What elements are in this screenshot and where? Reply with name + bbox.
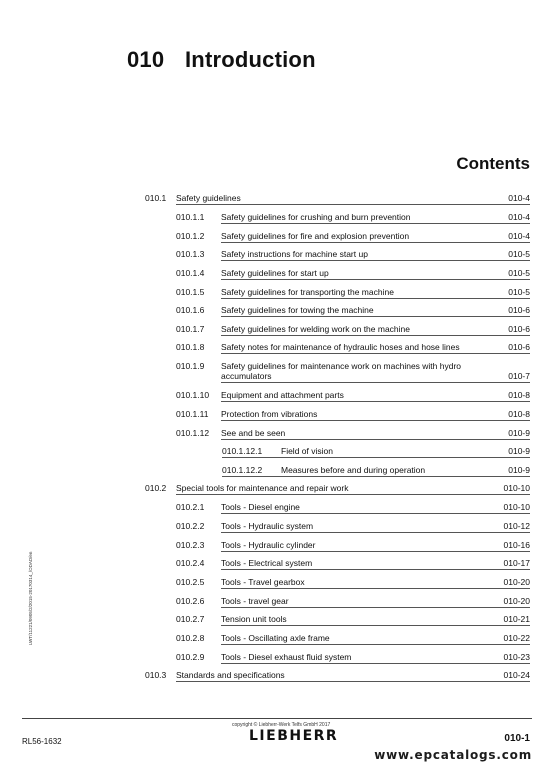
toc-entry-title: Tools - Diesel engine [221,502,300,512]
toc-entry-number: 010.1.2 [176,231,205,241]
toc-entry[interactable] [176,324,530,336]
toc-entry-underline [221,260,530,261]
toc-entry[interactable] [176,540,530,552]
toc-entry[interactable] [176,502,530,514]
toc-entry-page: 010-10 [503,502,530,512]
toc-entry-underline [221,401,530,402]
toc-entry-title: Tools - Diesel exhaust fluid system [221,652,352,662]
toc-entry-number: 010.1.11 [176,409,209,419]
toc-entry[interactable] [176,409,530,421]
toc-entry-page: 010-20 [503,577,530,587]
toc-entry-number: 010.2.4 [176,558,205,568]
toc-entry-number: 010.1.10 [176,390,210,400]
toc-entry[interactable] [176,614,530,626]
toc-entry-number: 010.2.5 [176,577,205,587]
toc-entry-underline [221,242,530,243]
toc-entry-page: 010-5 [508,287,530,297]
toc-entry-page: 010-4 [508,193,530,203]
toc-entry-underline [221,569,530,570]
toc-entry-number: 010.1 [145,193,167,203]
toc-entry-title: Tools - Oscillating axle frame [221,633,330,643]
toc-entry-title: Standards and specifications [176,670,285,680]
toc-entry-underline [221,513,530,514]
liebherr-logo: LIEBHERR [249,728,339,744]
toc-entry-number: 010.2.3 [176,540,205,550]
toc-entry-page: 010-6 [508,324,530,334]
toc-entry[interactable] [176,652,530,664]
toc-entry-number: 010.2.1 [176,502,205,512]
toc-entry-title: Tools - Travel gearbox [221,577,305,587]
toc-entry-title: Safety guidelines for crushing and burn prevention [221,212,411,222]
toc-entry-number: 010.1.3 [176,249,205,259]
toc-entry-number: 010.2.6 [176,596,205,606]
toc-entry-number: 010.1.5 [176,287,205,297]
toc-entry-underline [221,353,530,354]
toc-entry-page: 010-22 [503,633,530,643]
toc-entry[interactable] [176,390,530,402]
toc-entry-title: See and be seen [221,428,286,438]
toc-entry[interactable] [145,483,530,495]
toc-entry-number: 010.2 [145,483,167,493]
toc-entry-underline [221,663,530,664]
toc-entry-page: 010-5 [508,268,530,278]
toc-entry[interactable] [222,446,530,458]
toc-entry[interactable] [176,268,530,280]
toc-entry-page: 010-4 [508,231,530,241]
toc-entry-title: Safety notes for maintenance of hydraulic hoses and hose lines [221,342,460,352]
toc-entry-number: 010.1.12 [176,428,210,438]
toc-entry-title: Tools - Hydraulic cylinder [221,540,316,550]
toc-entry-title: Safety guidelines [176,193,241,203]
toc-entry-underline [221,551,530,552]
toc-entry[interactable] [222,465,530,477]
toc-entry-page: 010-9 [508,465,530,475]
toc-entry-title: Safety guidelines for fire and explosion prevention [221,231,410,241]
toc-entry-page: 010-6 [508,342,530,352]
toc-entry-underline [221,439,530,440]
watermark: www.epcatalogs.com [374,748,532,762]
toc-entry-page: 010-16 [503,540,530,550]
toc-entry-page: 010-20 [503,596,530,606]
toc-entry-number: 010.1.12.1 [222,446,263,456]
toc-entry-page: 010-8 [508,390,530,400]
toc-entry-underline [176,494,530,495]
toc-entry-underline [221,382,530,383]
toc-entry-underline [221,420,530,421]
toc-entry-number: 010.1.12.2 [222,465,263,475]
toc-entry-page: 010-8 [508,409,530,419]
toc-entry-page: 010-24 [503,670,530,680]
toc-entry[interactable] [176,231,530,243]
toc-entry[interactable] [176,558,530,570]
copyright-notice: copyright © Liebherr-Werk Telfs GmbH 2017 [232,722,331,728]
footer-divider [22,718,532,719]
toc-entry-page: 010-21 [503,614,530,624]
toc-entry-underline [221,298,530,299]
toc-entry[interactable] [176,596,530,608]
toc-entry-underline [221,316,530,317]
toc-entry[interactable] [176,577,530,589]
toc-entry[interactable] [176,249,530,261]
toc-entry-page: 010-7 [508,371,530,381]
toc-entry[interactable] [176,287,530,299]
toc-entry-title: Tools - Electrical system [221,558,313,568]
toc-entry[interactable] [176,521,530,533]
toc-entry[interactable] [176,361,530,383]
chapter-title: Introduction [185,47,316,72]
toc-entry-number: 010.2.9 [176,652,205,662]
toc-entry-underline [176,204,530,205]
toc-entry-number: 010.1.8 [176,342,205,352]
toc-entry-number: 010.1.4 [176,268,205,278]
toc-entry-title: Safety guidelines for welding work on the machine [221,324,410,334]
toc-entry-underline [221,279,530,280]
toc-entry-title: Safety instructions for machine start up [221,249,368,259]
toc-entry[interactable] [176,305,530,317]
toc-entry-underline [176,681,530,682]
toc-entry-page: 010-12 [503,521,530,531]
toc-entry[interactable] [145,670,530,682]
toc-entry-number: 010.2.8 [176,633,205,643]
toc-entry-underline [221,607,530,608]
toc-entry-underline [221,625,530,626]
toc-entry-title: Safety guidelines for transporting the machine [221,287,394,297]
toc-entry[interactable] [176,342,530,354]
toc-entry-title: Safety guidelines for maintenance work on machines with hydro [221,361,462,371]
document-id: RL56-1632 [22,737,62,746]
toc-entry-title: Tension unit tools [221,614,287,624]
toc-entry-number: 010.1.9 [176,361,205,371]
contents-heading: Contents [456,154,530,173]
toc-entry-number: 010.1.1 [176,212,205,222]
toc-entry-underline [221,335,530,336]
toc-entry-page: 010-9 [508,446,530,456]
toc-entry-underline [221,223,530,224]
toc-entry-title: Field of vision [281,446,333,456]
toc-entry[interactable] [145,193,530,205]
toc-entry-title: Tools - travel gear [221,596,289,606]
side-document-code: LWT/11221/0905/2/2015-20170314_/ODAD/en [28,551,33,645]
toc-entry-number: 010.2.7 [176,614,205,624]
toc-entry[interactable] [176,428,530,440]
toc-entry-number: 010.1.7 [176,324,205,334]
toc-entry-title: Protection from vibrations [221,409,318,419]
toc-entry-title-continued: accumulators [221,371,272,381]
toc-entry-page: 010-4 [508,212,530,222]
toc-entry-page: 010-9 [508,428,530,438]
toc-entry-title: Safety guidelines for start up [221,268,329,278]
toc-entry[interactable] [176,212,530,224]
chapter-number: 010 [127,47,165,72]
toc-entry-underline [221,644,530,645]
toc-entry-underline [222,476,530,477]
toc-entry-number: 010.3 [145,670,167,680]
toc-entry-title: Safety guidelines for towing the machine [221,305,374,315]
toc-entry-number: 010.1.6 [176,305,205,315]
toc-entry-page: 010-10 [503,483,530,493]
toc-entry-underline [222,457,530,458]
toc-entry-number: 010.2.2 [176,521,205,531]
toc-entry-title: Special tools for maintenance and repair work [176,483,349,493]
toc-entry-page: 010-5 [508,249,530,259]
page-number: 010-1 [504,733,530,744]
toc-entry-underline [221,588,530,589]
toc-entry[interactable] [176,633,530,645]
toc-entry-page: 010-17 [503,558,530,568]
toc-entry-page: 010-6 [508,305,530,315]
toc-entry-page: 010-23 [503,652,530,662]
toc-entry-title: Equipment and attachment parts [221,390,344,400]
toc-entry-underline [221,532,530,533]
toc-entry-title: Tools - Hydraulic system [221,521,314,531]
toc-entry-title: Measures before and during operation [281,465,426,475]
